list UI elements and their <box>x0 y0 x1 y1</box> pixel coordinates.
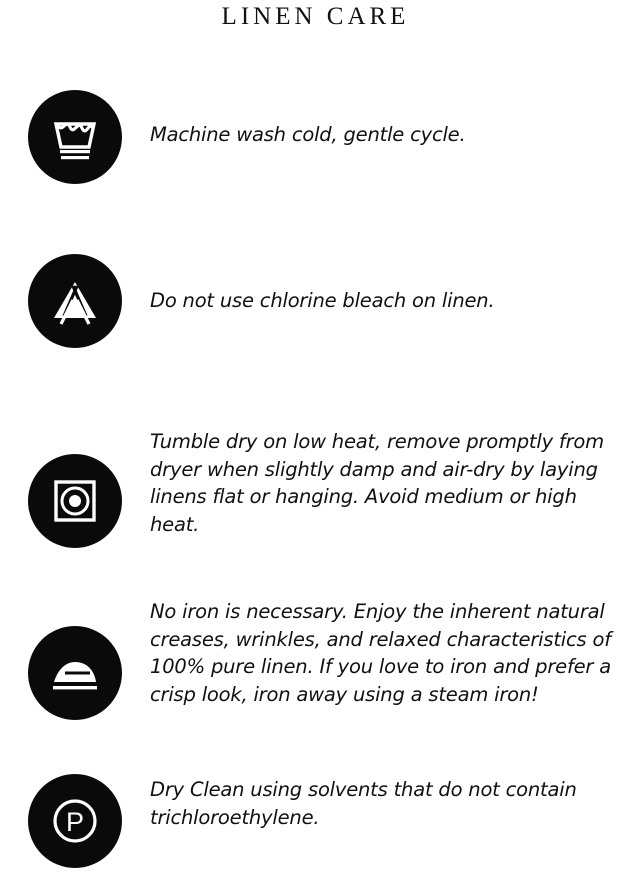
icon-cell <box>0 590 150 720</box>
care-instruction-text: No iron is necessary. Enjoy the inherent natural creases, wrinkles, and relaxed characteristics of 100% pure linen. If you love to iron and prefer a crisp look, iron away using a steam iron! <box>150 600 611 706</box>
care-instruction-text: Dry Clean using solvents that do not contain trichloroethylene. <box>150 778 577 829</box>
tumble-dry-low-icon <box>28 454 122 548</box>
list-item <box>0 756 631 866</box>
list-item <box>0 252 631 420</box>
text-cell <box>150 590 631 708</box>
do-not-bleach-triangle-icon <box>28 254 122 348</box>
care-instruction-text: Tumble dry on low heat, remove promptly from dryer when slightly damp and air-dry by laying linens flat or hanging. Avoid medium or high heat. <box>150 430 604 536</box>
icon-cell <box>0 88 150 184</box>
list-item <box>0 88 631 252</box>
icon-cell <box>0 420 150 548</box>
care-instruction-text: Do not use chlorine bleach on linen. <box>150 289 495 312</box>
text-cell <box>150 252 631 315</box>
svg-text:P: P <box>65 807 85 837</box>
list-item <box>0 590 631 756</box>
iron-icon <box>28 626 122 720</box>
list-item <box>0 420 631 590</box>
dry-clean-p-circle-icon <box>28 774 122 868</box>
text-cell <box>150 756 631 831</box>
icon-cell <box>0 252 150 348</box>
care-instruction-text: Machine wash cold, gentle cycle. <box>150 123 466 146</box>
wash-tub-icon <box>28 90 122 184</box>
text-cell <box>150 420 631 538</box>
text-cell <box>150 88 631 149</box>
page-title: LINEN CARE <box>221 3 410 30</box>
icon-cell <box>0 756 150 868</box>
care-instruction-list <box>0 88 631 866</box>
